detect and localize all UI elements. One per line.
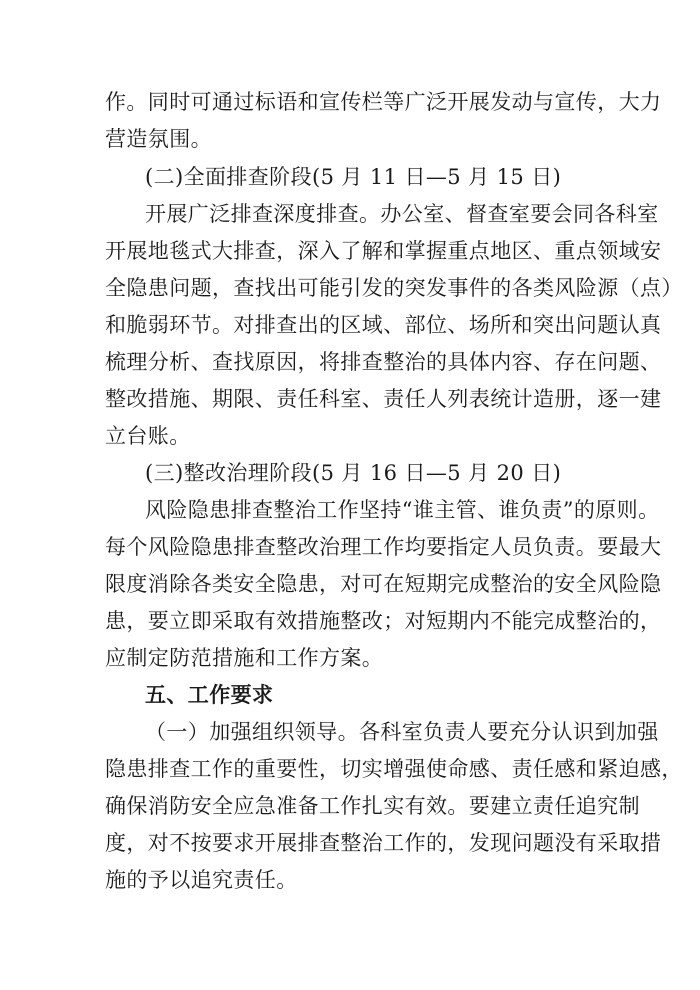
section-heading-work-requirements: 五、工作要求 (145, 683, 274, 707)
text-line: 营造氛围。 (105, 127, 212, 151)
section-heading-3: (三)整改治理阶段(5 月 16 日—5 月 20 日) (145, 461, 562, 485)
text-line: 开展地毯式大排查，深入了解和掌握重点地区、重点领域安 (105, 239, 662, 263)
text-line: 立台账。 (105, 424, 191, 448)
text-line: 开展广泛排查深度排查。办公室、督查室要会同各科室 (145, 202, 659, 226)
text-line: 施的予以追究责任。 (105, 868, 298, 892)
text-line: 应制定防范措施和工作方案。 (105, 646, 384, 670)
text-line: 每个风险隐患排查整改治理工作均要指定人员负责。要最大 (105, 535, 662, 559)
text-line: 和脆弱环节。对排查出的区域、部位、场所和突出问题认真 (105, 313, 662, 337)
text-line: 度，对不按要求开展排查整治工作的，发现问题没有采取措 (105, 831, 662, 855)
text-line: 确保消防安全应急准备工作扎实有效。要建立责任追究制 (105, 794, 640, 818)
text-line: 全隐患问题，查找出可能引发的突发事件的各类风险源（点） (105, 276, 683, 300)
text-line: 作。同时可通过标语和宣传栏等广泛开展发动与宣传，大力 (105, 90, 662, 114)
text-line: 隐患排查工作的重要性，切实增强使命感、责任感和紧迫感， (105, 757, 683, 781)
text-line: 梳理分析、查找原因，将排查整治的具体内容、存在问题、 (105, 350, 662, 374)
text-line: 风险隐患排查整治工作坚持“谁主管、谁负责”的原则。 (145, 498, 660, 522)
text-line: （一）加强组织领导。各科室负责人要充分认识到加强 (145, 720, 659, 744)
text-line: 限度消除各类安全隐患，对可在短期完成整治的安全风险隐 (105, 572, 662, 596)
text-line: 患，要立即采取有效措施整改；对短期内不能完成整治的， (105, 609, 662, 633)
text-line: 整改措施、期限、责任科室、责任人列表统计造册，逐一建 (105, 387, 662, 411)
section-heading-2: (二)全面排查阶段(5 月 11 日—5 月 15 日) (145, 165, 562, 189)
